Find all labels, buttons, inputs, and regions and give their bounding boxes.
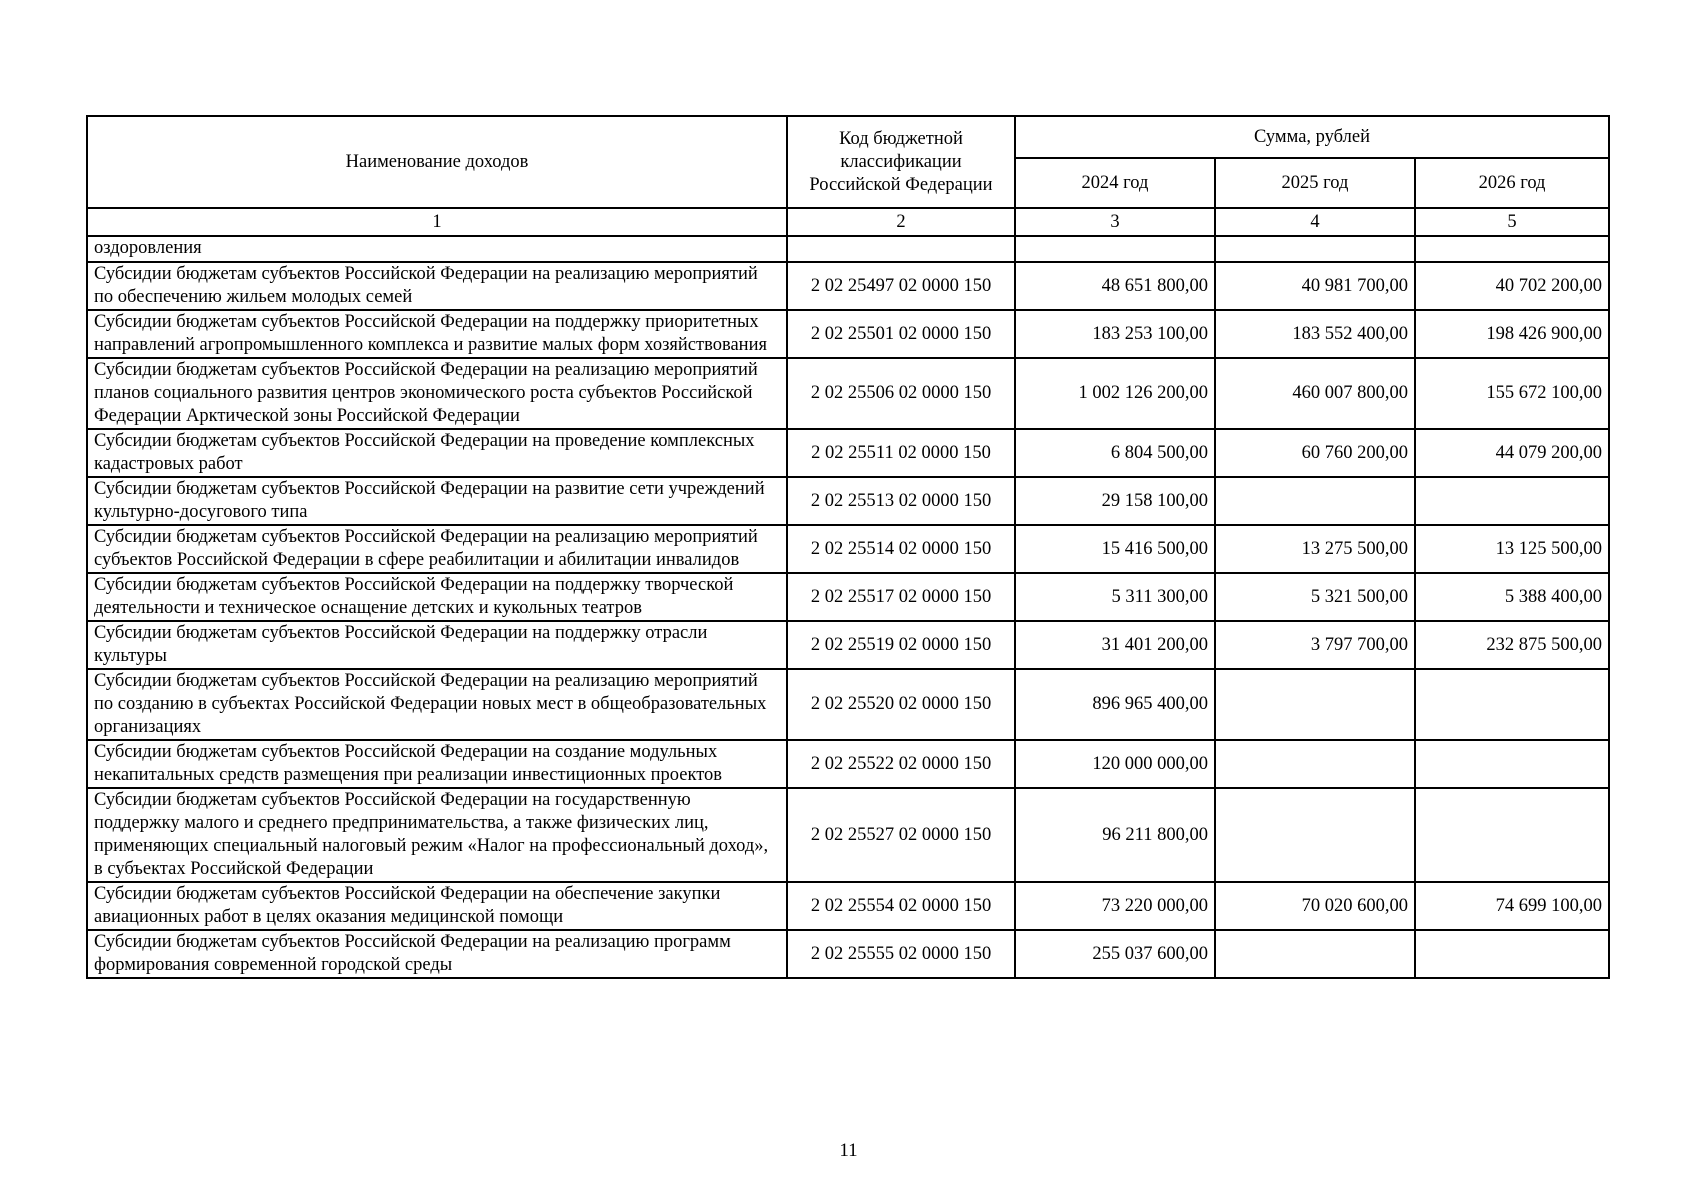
budget-code-cell: 2 02 25522 02 0000 150 xyxy=(787,740,1015,788)
income-name-cell: Субсидии бюджетам субъектов Российской Федерации на реализацию мероприятий планов социального развития центров экономического роста субъектов Российской Федерации Арктической зоны Российской Федерации xyxy=(87,358,787,429)
amount-2025-cell xyxy=(1215,477,1415,525)
amount-2025-cell xyxy=(1215,788,1415,882)
income-name-cell: Субсидии бюджетам субъектов Российской Федерации на поддержку приоритетных направлений агропромышленного комплекса и развитие малых форм хозяйствования xyxy=(87,310,787,358)
amount-2026-cell xyxy=(1415,930,1609,978)
amount-2024-cell: 96 211 800,00 xyxy=(1015,788,1215,882)
amount-2026-cell xyxy=(1415,477,1609,525)
column-number-row xyxy=(87,208,1609,236)
income-table xyxy=(86,115,1610,979)
table-row xyxy=(87,669,1609,740)
amount-2026-cell xyxy=(1415,669,1609,740)
empty-cell xyxy=(787,236,1015,262)
page-number: 11 xyxy=(839,1140,858,1161)
amount-2024-cell: 31 401 200,00 xyxy=(1015,621,1215,669)
table-row xyxy=(87,358,1609,429)
amount-2026-cell: 44 079 200,00 xyxy=(1415,429,1609,477)
header-income-name: Наименование доходов xyxy=(87,116,787,208)
amount-2024-cell: 5 311 300,00 xyxy=(1015,573,1215,621)
amount-2024-cell: 29 158 100,00 xyxy=(1015,477,1215,525)
amount-2026-cell: 74 699 100,00 xyxy=(1415,882,1609,930)
budget-code-cell: 2 02 25513 02 0000 150 xyxy=(787,477,1015,525)
table-row xyxy=(87,882,1609,930)
income-name-cell: Субсидии бюджетам субъектов Российской Федерации на развитие сети учреждений культурно-досугового типа xyxy=(87,477,787,525)
table-row xyxy=(87,262,1609,310)
amount-2024-cell: 15 416 500,00 xyxy=(1015,525,1215,573)
header-sum: Сумма, рублей xyxy=(1015,116,1609,158)
amount-2026-cell: 13 125 500,00 xyxy=(1415,525,1609,573)
column-number: 3 xyxy=(1015,208,1215,236)
income-name-cell: Субсидии бюджетам субъектов Российской Федерации на реализацию мероприятий по обеспечению жильем молодых семей xyxy=(87,262,787,310)
amount-2026-cell xyxy=(1415,788,1609,882)
table-body xyxy=(87,208,1609,978)
amount-2025-cell xyxy=(1215,669,1415,740)
budget-code-cell: 2 02 25555 02 0000 150 xyxy=(787,930,1015,978)
budget-code-cell: 2 02 25514 02 0000 150 xyxy=(787,525,1015,573)
amount-2025-cell: 3 797 700,00 xyxy=(1215,621,1415,669)
budget-code-cell: 2 02 25519 02 0000 150 xyxy=(787,621,1015,669)
budget-code-cell: 2 02 25511 02 0000 150 xyxy=(787,429,1015,477)
income-name-cell: Субсидии бюджетам субъектов Российской Федерации на поддержку творческой деятельности и техническое оснащение детских и кукольных театров xyxy=(87,573,787,621)
header-budget-code: Код бюджетной классификации Российской Федерации xyxy=(787,116,1015,208)
amount-2025-cell: 5 321 500,00 xyxy=(1215,573,1415,621)
amount-2026-cell: 155 672 100,00 xyxy=(1415,358,1609,429)
amount-2025-cell: 70 020 600,00 xyxy=(1215,882,1415,930)
amount-2024-cell: 48 651 800,00 xyxy=(1015,262,1215,310)
amount-2026-cell: 5 388 400,00 xyxy=(1415,573,1609,621)
amount-2024-cell: 896 965 400,00 xyxy=(1015,669,1215,740)
column-number: 5 xyxy=(1415,208,1609,236)
amount-2024-cell: 120 000 000,00 xyxy=(1015,740,1215,788)
amount-2025-cell: 40 981 700,00 xyxy=(1215,262,1415,310)
empty-cell xyxy=(1215,236,1415,262)
column-number: 2 xyxy=(787,208,1015,236)
income-name-cell: Субсидии бюджетам субъектов Российской Федерации на проведение комплексных кадастровых работ xyxy=(87,429,787,477)
amount-2025-cell xyxy=(1215,930,1415,978)
table-row xyxy=(87,477,1609,525)
amount-2024-cell: 183 253 100,00 xyxy=(1015,310,1215,358)
table-row xyxy=(87,621,1609,669)
income-name-cell: Субсидии бюджетам субъектов Российской Федерации на государственную поддержку малого и среднего предпринимательства, а также физических лиц, применяющих специальный налоговый режим «Налог на профессиональный доход», в субъектах Российской Федерации xyxy=(87,788,787,882)
header-year-2026: 2026 год xyxy=(1415,158,1609,208)
header-row-top xyxy=(87,116,1609,158)
continuation-text: оздоровления xyxy=(87,236,787,262)
income-name-cell: Субсидии бюджетам субъектов Российской Федерации на обеспечение закупки авиационных работ в целях оказания медицинской помощи xyxy=(87,882,787,930)
budget-code-cell: 2 02 25497 02 0000 150 xyxy=(787,262,1015,310)
table-row xyxy=(87,429,1609,477)
amount-2025-cell: 60 760 200,00 xyxy=(1215,429,1415,477)
table-row xyxy=(87,930,1609,978)
continuation-row xyxy=(87,236,1609,262)
income-name-cell: Субсидии бюджетам субъектов Российской Федерации на реализацию мероприятий субъектов Российской Федерации в сфере реабилитации и абилитации инвалидов xyxy=(87,525,787,573)
amount-2026-cell xyxy=(1415,740,1609,788)
column-number: 4 xyxy=(1215,208,1415,236)
header-year-2024: 2024 год xyxy=(1015,158,1215,208)
table-row xyxy=(87,310,1609,358)
amount-2026-cell: 232 875 500,00 xyxy=(1415,621,1609,669)
income-name-cell: Субсидии бюджетам субъектов Российской Федерации на поддержку отрасли культуры xyxy=(87,621,787,669)
table-row xyxy=(87,740,1609,788)
income-name-cell: Субсидии бюджетам субъектов Российской Федерации на создание модульных некапитальных средств размещения при реализации инвестиционных проектов xyxy=(87,740,787,788)
budget-code-cell: 2 02 25527 02 0000 150 xyxy=(787,788,1015,882)
empty-cell xyxy=(1415,236,1609,262)
table-row xyxy=(87,573,1609,621)
budget-code-cell: 2 02 25501 02 0000 150 xyxy=(787,310,1015,358)
amount-2024-cell: 255 037 600,00 xyxy=(1015,930,1215,978)
table-row xyxy=(87,788,1609,882)
column-number: 1 xyxy=(87,208,787,236)
amount-2026-cell: 40 702 200,00 xyxy=(1415,262,1609,310)
amount-2024-cell: 1 002 126 200,00 xyxy=(1015,358,1215,429)
amount-2024-cell: 73 220 000,00 xyxy=(1015,882,1215,930)
income-name-cell: Субсидии бюджетам субъектов Российской Федерации на реализацию программ формирования современной городской среды xyxy=(87,930,787,978)
budget-code-cell: 2 02 25554 02 0000 150 xyxy=(787,882,1015,930)
income-name-cell: Субсидии бюджетам субъектов Российской Федерации на реализацию мероприятий по созданию в субъектах Российской Федерации новых мест в общеобразовательных организациях xyxy=(87,669,787,740)
header-year-2025: 2025 год xyxy=(1215,158,1415,208)
budget-code-cell: 2 02 25520 02 0000 150 xyxy=(787,669,1015,740)
budget-code-cell: 2 02 25517 02 0000 150 xyxy=(787,573,1015,621)
amount-2026-cell: 198 426 900,00 xyxy=(1415,310,1609,358)
empty-cell xyxy=(1015,236,1215,262)
amount-2025-cell xyxy=(1215,740,1415,788)
amount-2025-cell: 183 552 400,00 xyxy=(1215,310,1415,358)
budget-code-cell: 2 02 25506 02 0000 150 xyxy=(787,358,1015,429)
amount-2025-cell: 460 007 800,00 xyxy=(1215,358,1415,429)
amount-2025-cell: 13 275 500,00 xyxy=(1215,525,1415,573)
amount-2024-cell: 6 804 500,00 xyxy=(1015,429,1215,477)
table-row xyxy=(87,525,1609,573)
